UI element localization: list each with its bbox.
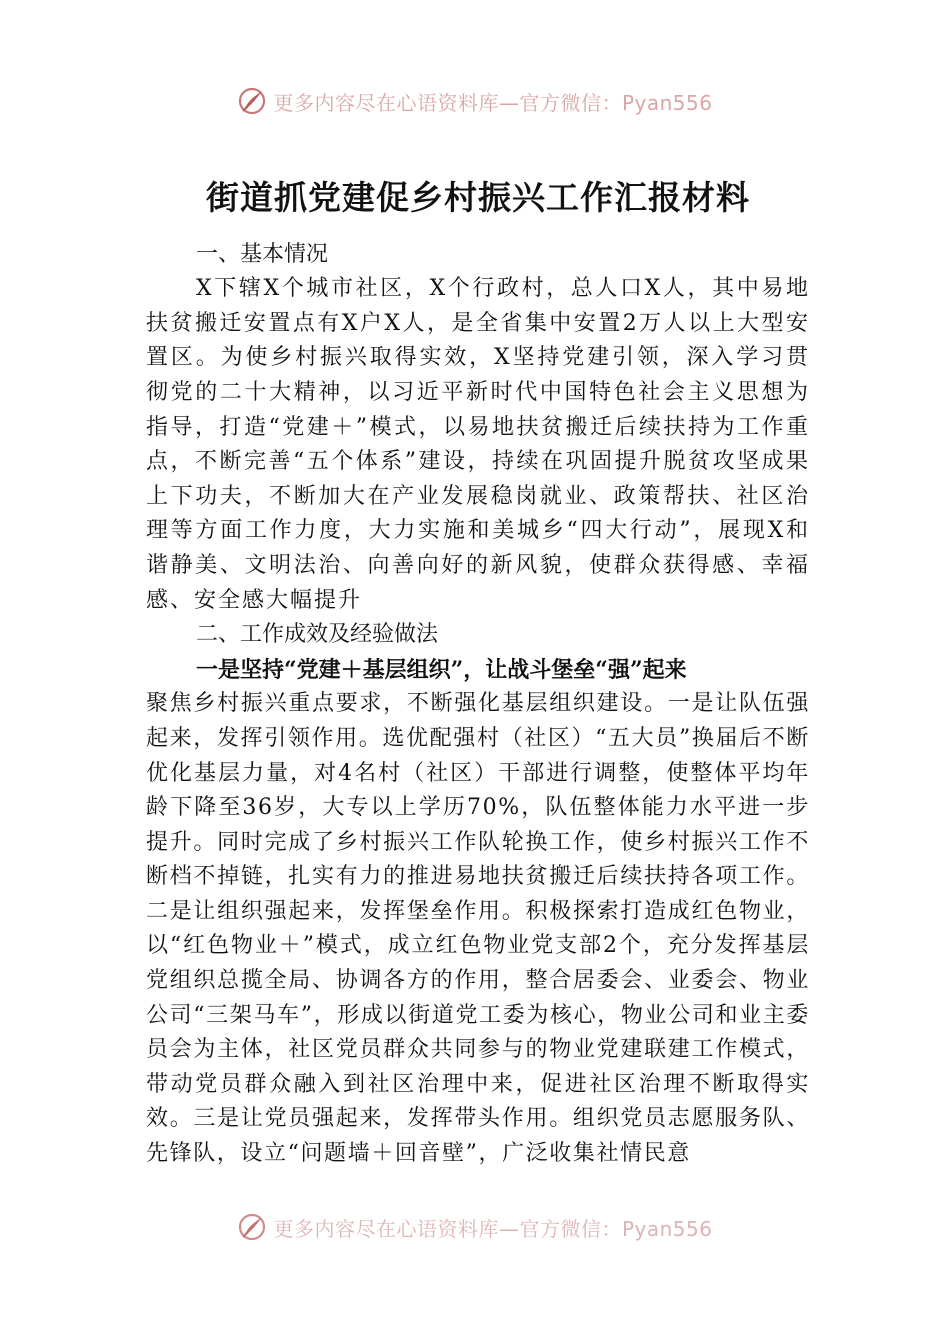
subsection-heading-party-building: 一是坚持“党建＋基层组织”，让战斗堡垒“强”起来 <box>196 656 687 683</box>
section-heading-basic-info: 一、基本情况 <box>196 241 329 267</box>
quill-logo-icon <box>237 86 267 116</box>
document-page <box>146 178 810 1172</box>
watermark-text: 更多内容尽在心语资料库—官方微信：Pyan556 <box>273 1216 713 1241</box>
subsection-paragraph-party-building: 聚焦乡村振兴重点要求，不断强化基层组织建设。一是让队伍强起来，发挥引领作用。选优配强村（社区）“五大员”换届后不断优化基层力量，对4名村（社区）干部进行调整，使整体平均年龄下降至36岁，大专以上学历70%，队伍整体能力水平进一步提升。同时完成了乡村振兴工作队轮换工作，使乡村振兴工作不断档不掉链，扎实有力的推进易地扶贫搬迁后续扶持各项工作。二是让组织强起来，发挥堡垒作用。积极探索打造成红色物业，以“红色物业＋”模式，成立红色物业党支部2个，充分发挥基层党组织总揽全局、协调各方的作用，整合居委会、业委会、物业公司“三架马车”，形成以街道党工委为核心，物业公司和业主委员会为主体，社区党员群众共同参与的物业党建联建工作模式，带动党员群众融入到社区治理中来，促进社区治理不断取得实效。三是让党员强起来，发挥带头作用。组织党员志愿服务队、先锋队，设立“问题墙＋回音壁”，广泛收集社情民意 <box>146 691 810 1167</box>
section-heading-results: 二、工作成效及经验做法 <box>196 622 439 648</box>
watermark-bottom <box>0 1212 950 1242</box>
section-paragraph-basic-info: X下辖X个城市社区，X个行政村，总人口X人，其中易地扶贫搬迁安置点有X户X人，是全省集中安置2万人以上大型安置区。为使乡村振兴取得实效，X坚持党建引领，深入学习贯彻党的二十大精神，以习近平新时代中国特色社会主义思想为指导，打造“党建＋”模式，以易地扶贫搬迁后续扶持为工作重点，不断完善“五个体系”建设，持续在巩固提升脱贫攻坚成果上下功夫，不断加大在产业发展稳岗就业、政策帮扶、社区治理等方面工作力度，大力实施和美城乡“四大行动”，展现X和谐静美、文明法治、向善向好的新风貌，使群众获得感、幸福感、安全感大幅提升 <box>146 276 810 613</box>
watermark-top <box>0 86 950 116</box>
watermark-text: 更多内容尽在心语资料库—官方微信：Pyan556 <box>273 90 713 115</box>
document-title: 街道抓党建促乡村振兴工作汇报材料 <box>206 178 750 217</box>
quill-logo-icon <box>237 1212 267 1242</box>
